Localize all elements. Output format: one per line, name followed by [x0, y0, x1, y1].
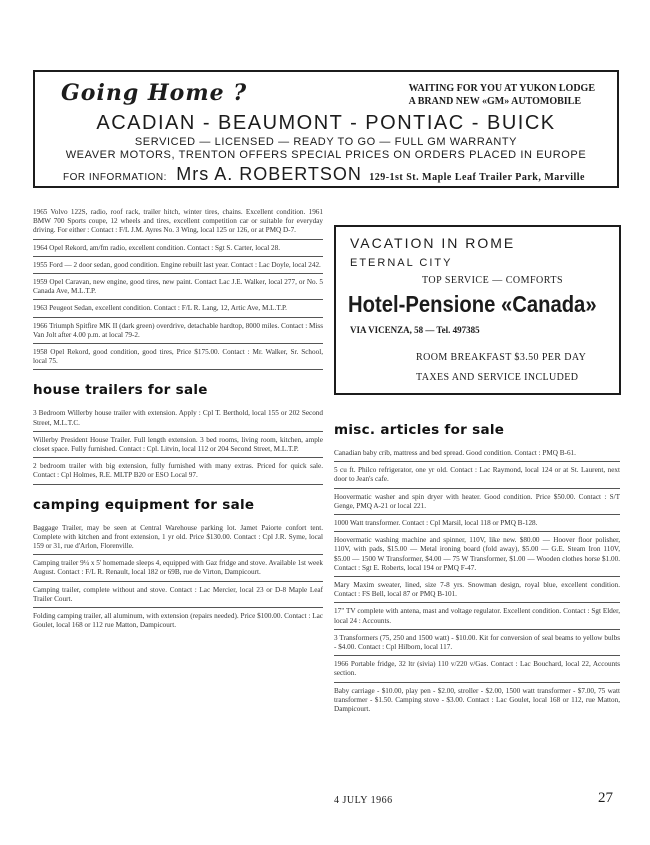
room-price-line: ROOM BREAKFAST $3.50 PER DAY: [416, 352, 587, 363]
classified-ad: 1964 Opel Rekord, am/fm radio, excellent condition. Contact : Sgt S. Carter, local 28.: [33, 240, 323, 257]
hotel-address: VIA VICENZA, 58 — Tel. 497385: [350, 325, 480, 335]
classified-ad: Hoovermatic washer and spin dryer with heater. Good condition. Price $50.00. Contact : S/T Genge, PMQ A-21 or local 221.: [334, 489, 620, 515]
info-name: Mrs A. ROBERTSON: [176, 164, 362, 184]
classified-ad: 1955 Ford — 2 door sedan, good condition. Engine rebuilt last year. Contact : Lac Doyle, local 242.: [33, 257, 323, 274]
left-column: [33, 208, 323, 633]
brands-line: ACADIAN - BEAUMONT - PONTIAC - BUICK: [96, 112, 556, 134]
classified-ad: 1966 Triumph Spitfire MK II (dark green) overdrive, detachable hardtop, 8000 miles. Contact : Miss Van Jolt after 4.00 p.m. at local 79-2.: [33, 318, 323, 344]
eternal-city-subtitle: ETERNAL CITY: [350, 257, 453, 269]
classified-ad: 2 bedroom trailer with big extension, fully furnished with many extras. Priced for quick sale. Contact : Cpl Holmes, R.E. MLTP B20 or ESO Local 97.: [33, 458, 323, 484]
classified-ad: Baggage Trailer, may be seen at Central Warehouse parking lot. Jamet Paiorte confort tent. Complete with kitchen and front extension, 1 yr old. Price $130.00. Contact : Cpl J.R. Syme, local 159 or 31, rue d'Arlon, Florenville.: [33, 520, 323, 556]
hotel-name: Hotel-Pensione «Canada»: [348, 291, 597, 317]
taxes-line: TAXES AND SERVICE INCLUDED: [416, 372, 579, 383]
information-line: [63, 164, 585, 185]
page-number: 27: [598, 790, 613, 806]
issue-date: 4 JULY 1966: [334, 795, 393, 806]
waiting-line-1: WAITING FOR YOU AT YUKON LODGE: [408, 83, 595, 94]
classified-ad: Hoovermatic washing machine and spinner, 110V, like new. $80.00 — Hoover floor polisher, 110V, with pads, $15.00 — Metal ironing board (fold away), $5.00 — G.E. Steam Iron 110V, $5.00 — 1500 W Transformer, $4.00 — 75 W Transformer, $1.00 — Wooden clothes horse $1.00. Contact : Sgt E. Roberts, local 194 or PMQ F-47.: [334, 532, 620, 577]
top-service-line: TOP SERVICE — COMFORTS: [422, 275, 564, 286]
classified-ad: Folding camping trailer, all aluminum, with extension (repairs needed). Price $100.00. Contact : Lac Goulet, local 168 or 112 rue Matton, Dampicourt.: [33, 612, 323, 630]
top-advertisement: [33, 70, 619, 188]
rome-hotel-advertisement: [334, 225, 621, 395]
classified-ad: Willerby President House Trailer. Full length extension. 3 bed rooms, living room, kitchen, ample closet space. Fully furnished. Contact : Cpl. Litvin, local 112 or 204 Second Street, M.L.T.P.: [33, 432, 323, 458]
classified-ad: 1959 Opel Caravan, new engine, good tires, new paint. Contact Lac J.E. Walker, local 277, or No. 5 Canada Ave, M.L.T.P.: [33, 274, 323, 300]
info-label: FOR INFORMATION:: [63, 172, 167, 183]
services-line: SERVICED — LICENSED — READY TO GO — FULL GM WARRANTY: [134, 136, 518, 148]
right-column: [334, 422, 620, 717]
offer-line: WEAVER MOTORS, TRENTON OFFERS SPECIAL PRICES ON ORDERS PLACED IN EUROPE: [65, 149, 587, 161]
waiting-text: [409, 82, 595, 108]
classified-ad: 3 Bedroom Willerby house trailer with extension. Apply : Cpl T. Berthold, local 155 or 202 Second Street, M.L.T.C.: [33, 405, 323, 431]
going-home-headline: Going Home ?: [61, 80, 248, 106]
camping-equipment-heading: camping equipment for sale: [33, 496, 255, 513]
classified-ad: 1963 Peugeot Sedan, excellent condition. Contact : F/L R. Lang, 12, Artic Ave, M.L.T.P.: [33, 300, 323, 317]
classified-ad: 1000 Watt transformer. Contact : Cpl Marsil, local 118 or PMQ B-128.: [334, 515, 620, 532]
classified-ad: Baby carriage - $10.00, play pen - $2.00, stroller - $2.00, 1500 watt transformer - $7.00, 75 watt transformer - $1.50. Camping stove - $3.00. Contact : Lac Goulet, local 168 or 112, rue Matton, Dampicourt.: [334, 686, 620, 714]
classified-ad: 1966 Portable fridge, 32 ltr (sivia) 110 v/220 v/Gas. Contact : Lac Bouchard, local 22, Accounts section.: [334, 656, 620, 682]
vacation-title: VACATION IN ROME: [350, 235, 516, 251]
classified-ad: 1958 Opel Rekord, good condition, good tires, Price $175.00. Contact : Mr. Walker, Sr. School, local 75.: [33, 344, 323, 370]
classified-ad: 5 cu ft. Philco refrigerator, one yr old. Contact : Lac Raymond, local 124 or at St. Laurent, next door to Jean's cafe.: [334, 462, 620, 488]
classified-ad: 3 Transformers (75, 250 and 1500 watt) - $10.00. Kit for conversion of seal beams to yellow bulbs - $4.00. Contact : Cpl Hilborn, local 117.: [334, 630, 620, 656]
classified-ad: Camping trailer 9¼ x 5' homemade sleeps 4, equipped with Gaz fridge and stove. Available 1st week August. Contact : F/L R. Renault, local 182 or 69B, rue de Virton, Dampicourt.: [33, 555, 323, 581]
classified-ad: 1965 Volvo 122S, radio, roof rack, trailer hitch, winter tires, chains. Excellent condition. 1961 BMW 700 Sports coupe, 12 wheels and tires, excellent competition car or suitable for everyday driving. For either : Contact : F/L J.M. Ayres No. 3 Wing, local 125 or 126, or at PMQ D-7.: [33, 208, 323, 240]
waiting-line-2: A BRAND NEW «GM» AUTOMOBILE: [408, 96, 582, 107]
house-trailers-heading: house trailers for sale: [33, 382, 208, 399]
classified-ad: 17" TV complete with antena, mast and voltage regulator. Excellent condition. Contact : Sgt Elder, local 24 : Accounts.: [334, 603, 620, 629]
classified-ad: Camping trailer, complete without and stove. Contact : Lac Mercier, local 23 or D-8 Maple Leaf Trailer Court.: [33, 582, 323, 608]
info-address: 129-1st St. Maple Leaf Trailer Park, Marville: [369, 172, 585, 183]
classified-ad: Mary Maxim sweater, lined, size 7-8 yrs. Snowman design, royal blue, excellent condition. Contact : FS Bell, local 87 or PMQ B-101.: [334, 577, 620, 603]
misc-articles-heading: misc. articles for sale: [334, 422, 505, 438]
classified-ad: Canadian baby crib, mattress and bed spread. Good condition. Contact : PMQ B-61.: [334, 445, 620, 462]
